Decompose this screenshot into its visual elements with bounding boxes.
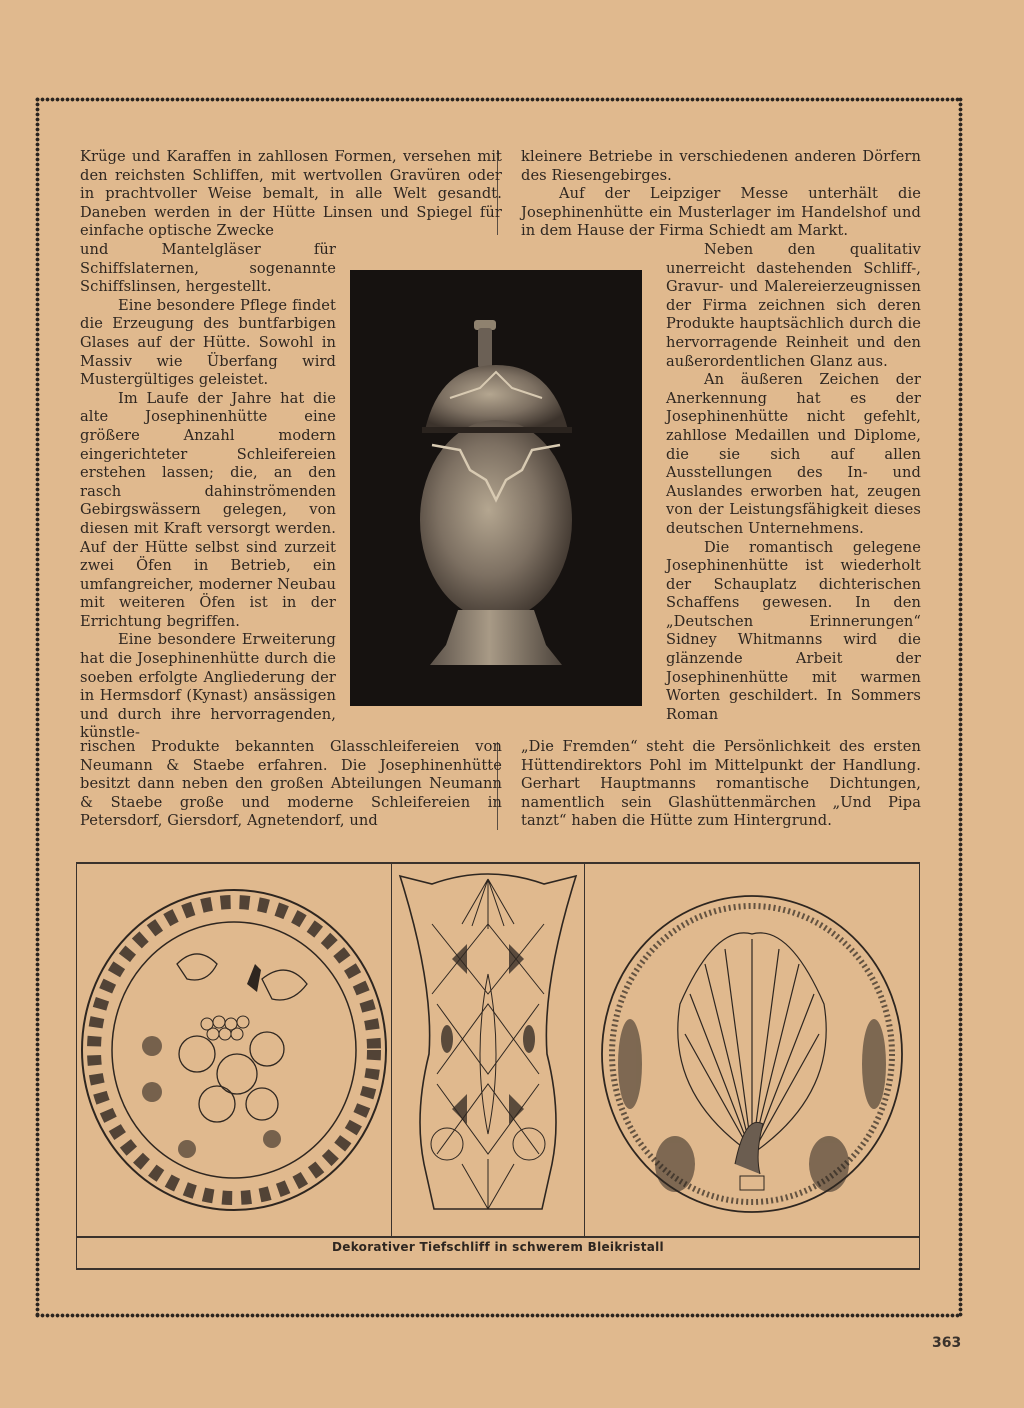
paragraph: Im Laufe der Jahre hat die alte Josephinenhütte eine größere Anzahl modern eingerichteter Schleifereien erstehen lassen; die, an den rasch dahinströmenden Gebirgswässern gelegen, von diesen mit Kraft versorgt werden. Auf der Hütte selbst sind zurzeit zwei Öfen in Betrieb, ein umfangreicher, moderner Neubau mit weiteren Öfen ist in der Errichtung begriffen. <box>80 389 336 630</box>
paragraph: Eine besondere Pflege findet die Erzeugung des buntfarbigen Glases auf der Hütte. Sowohl in Massiv wie Überfang wird Mustergültiges geleistet. <box>80 296 336 389</box>
border-right <box>958 97 963 1317</box>
paragraph: Eine besondere Erweiterung hat die Josephinenhütte durch die soeben erfolgte Angliederung der in Hermsdorf (Kynast) ansässigen und durch ihre hervorragenden, künstle- <box>80 631 336 742</box>
paragraph: „Die Fremden“ steht die Persönlichkeit des ersten Hüttendirektors Pohl im Mittelpunkt der Handlung. Gerhart Hauptmanns romantische Dichtungen, namentlich sein Glashüttenmärchen „Und Pipa tanzt“ haben die Hütte zum Hintergrund. <box>521 738 921 830</box>
caption-rule <box>77 1236 919 1238</box>
paragraph: rischen Produkte bekannten Glasschleifereien von Neumann & Staebe erfahren. Die Josephinenhütte besitzt dann neben den großen Abteilungen Neumann & Staebe große und moderne Schleifereien in Petersdorf, Giersdorf, Agnetendorf, und <box>80 738 502 830</box>
paragraph: und Mantelgläser für Schiffslaternen, sogenannte Schiffslinsen, hergestellt. <box>80 241 336 296</box>
page-number: 363 <box>932 1335 962 1351</box>
paragraph: kleinere Betriebe in verschiedenen anderen Dörfern des Riesengebirges. <box>521 148 921 184</box>
goblet-foot <box>430 610 562 665</box>
figure-panel <box>76 862 920 1270</box>
goblet-illustration <box>350 270 642 706</box>
text-narrow-right <box>666 241 921 724</box>
text-narrow-left <box>80 241 336 743</box>
border-bottom <box>35 1313 961 1318</box>
text-bottom-left <box>80 738 502 831</box>
fruit-plate-drawing <box>77 864 391 1236</box>
goblet-stem-top <box>478 328 492 368</box>
paragraph: Die romantisch gelegene Josephinenhütte ist wiederholt der Schauplatz dichterischen Schaffens gewesen. In den „Deutschen Erinnerungen“ Sidney Whitmanns wird die glänzende Arbeit der Josephinenhütte mit warmen Worten geschildert. In Sommers Roman <box>666 538 921 723</box>
goblet-body <box>420 420 572 620</box>
paragraph: Auf der Leipziger Messe unterhält die Josephinenhütte ein Musterlager im Handelshof und in dem Hause der Firma Schiedt am Markt. <box>521 185 921 240</box>
peacock-plate-icon <box>585 864 919 1236</box>
text-bottom-right <box>521 738 921 831</box>
border-left <box>35 97 40 1317</box>
goblet-photo <box>350 270 642 706</box>
paragraph: An äußeren Zeichen der Anerkennung hat es der Josephinenhütte nicht gefehlt, zahllose Medaillen und Diplome, die sie sich auf allen Ausstellungen des In- und Auslandes erworben hat, zeugen von der Leistungsfähigkeit dieses deutschen Unternehmens. <box>666 371 921 537</box>
paragraph: Neben den qualitativ unerreicht dastehenden Schliff-, Gravur- und Malereierzeugnissen der Firma zeichnen sich deren Produkte hauptsächlich durch die hervorragende Reinheit und den außerordentlichen Glanz aus. <box>666 241 921 370</box>
fruit-plate-icon <box>77 864 391 1236</box>
paragraph: Krüge und Karaffen in zahllosen Formen, versehen mit den reichsten Schliffen, mit wertvollen Gravüren oder in prachtvoller Weise bemalt, in alle Welt gesandt. Daneben werden in der Hütte Linsen und Spiegel für einfache optische Zwecke <box>80 148 502 240</box>
border-top <box>35 97 961 102</box>
figure-caption: Dekorativer Tiefschliff in schwerem Bleikristall <box>332 1240 664 1254</box>
text-top-right <box>521 148 921 241</box>
text-top-left <box>80 148 502 241</box>
vase-icon <box>392 864 584 1236</box>
peacock-plate-drawing <box>585 864 919 1236</box>
vase-drawing <box>392 864 584 1236</box>
lid-rim <box>422 427 572 433</box>
